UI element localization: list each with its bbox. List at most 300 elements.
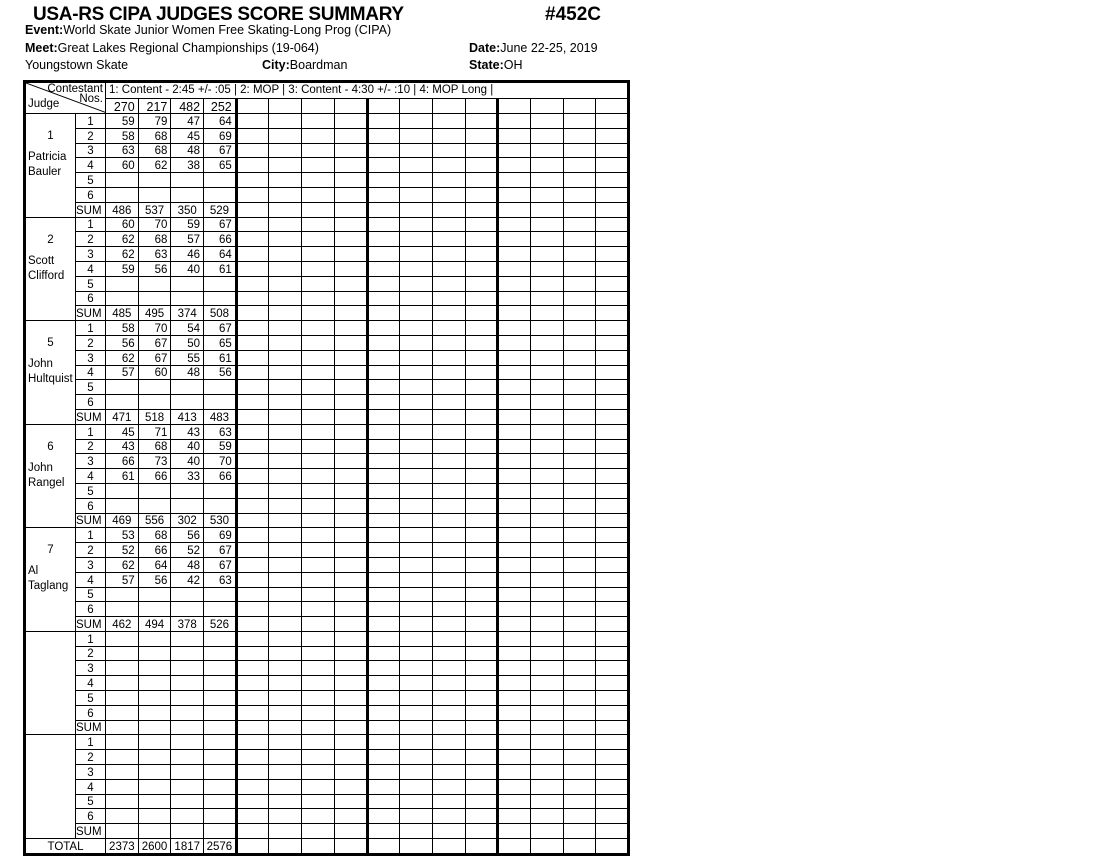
sum-cell [563, 306, 596, 321]
sum-cell [432, 409, 465, 424]
score-cell: 61 [204, 261, 237, 276]
score-cell [269, 631, 302, 646]
score-cell [498, 114, 531, 129]
score-cell: 56 [138, 572, 171, 587]
score-cell [367, 424, 400, 439]
score-cell [236, 173, 269, 188]
score-cell [106, 173, 139, 188]
score-cell [596, 602, 629, 617]
score-cell [171, 646, 204, 661]
sum-cell [204, 720, 237, 735]
score-cell [269, 691, 302, 706]
row-label: 2 [76, 335, 106, 350]
sum-cell [596, 202, 629, 217]
score-cell [367, 483, 400, 498]
score-cell [236, 691, 269, 706]
score-cell [236, 543, 269, 558]
score-cell [204, 187, 237, 202]
contestant-number [432, 98, 465, 113]
sum-cell [498, 306, 531, 321]
score-cell [334, 335, 367, 350]
score-cell [465, 794, 498, 809]
score-cell [400, 276, 433, 291]
score-cell [432, 779, 465, 794]
score-cell [302, 676, 335, 691]
score-cell [334, 173, 367, 188]
score-cell [563, 765, 596, 780]
score-row [25, 557, 629, 572]
score-cell [367, 158, 400, 173]
score-cell [269, 187, 302, 202]
score-cell: 69 [204, 128, 237, 143]
sum-cell: 495 [138, 306, 171, 321]
score-cell [302, 765, 335, 780]
score-cell [563, 247, 596, 262]
score-cell [269, 735, 302, 750]
score-cell [269, 439, 302, 454]
total-cell [465, 839, 498, 855]
sum-cell [236, 617, 269, 632]
score-cell: 52 [106, 543, 139, 558]
sum-cell [269, 824, 302, 839]
score-row [25, 543, 629, 558]
score-cell [334, 321, 367, 336]
sum-cell [400, 306, 433, 321]
score-cell [269, 114, 302, 129]
row-label: 6 [76, 395, 106, 410]
score-cell: 56 [204, 365, 237, 380]
score-cell [334, 143, 367, 158]
row-label: 6 [76, 498, 106, 513]
score-row [25, 809, 629, 824]
row-label: 2 [76, 439, 106, 454]
score-cell [171, 661, 204, 676]
score-cell [530, 291, 563, 306]
score-cell [400, 794, 433, 809]
score-row [25, 380, 629, 395]
score-cell [334, 247, 367, 262]
score-cell [236, 646, 269, 661]
contestant-number [563, 98, 596, 113]
score-cell [269, 143, 302, 158]
score-cell: 67 [204, 143, 237, 158]
score-cell [236, 365, 269, 380]
score-cell [432, 128, 465, 143]
contestant-number [596, 98, 629, 113]
form-code: #452C [545, 4, 601, 25]
score-cell [171, 173, 204, 188]
score-cell [530, 469, 563, 484]
row-label: SUM [76, 513, 106, 528]
score-cell [400, 395, 433, 410]
score-cell [498, 158, 531, 173]
score-cell [106, 631, 139, 646]
score-cell [302, 128, 335, 143]
score-cell [563, 350, 596, 365]
score-cell [302, 587, 335, 602]
score-cell [498, 779, 531, 794]
score-cell [465, 365, 498, 380]
score-cell: 56 [138, 261, 171, 276]
score-cell [138, 676, 171, 691]
score-cell [236, 661, 269, 676]
score-cell [400, 735, 433, 750]
score-cell [563, 528, 596, 543]
score-cell [563, 691, 596, 706]
sum-cell [269, 720, 302, 735]
score-cell [563, 158, 596, 173]
score-cell [367, 454, 400, 469]
score-cell: 70 [204, 454, 237, 469]
score-cell: 59 [106, 261, 139, 276]
sum-cell [334, 409, 367, 424]
score-cell [530, 143, 563, 158]
row-label: 5 [76, 691, 106, 706]
score-cell: 66 [204, 469, 237, 484]
score-cell [302, 173, 335, 188]
score-cell [400, 335, 433, 350]
score-cell [465, 572, 498, 587]
score-cell [563, 779, 596, 794]
row-label: SUM [76, 720, 106, 735]
sum-cell: 462 [106, 617, 139, 632]
score-cell [400, 114, 433, 129]
score-cell [236, 454, 269, 469]
sum-cell [204, 824, 237, 839]
score-cell [171, 380, 204, 395]
sum-cell [236, 409, 269, 424]
score-cell [432, 276, 465, 291]
score-cell [236, 128, 269, 143]
sum-cell [596, 720, 629, 735]
judge-name: Patricia Bauler [28, 151, 67, 178]
score-cell [563, 602, 596, 617]
score-cell: 48 [171, 143, 204, 158]
sum-cell [236, 202, 269, 217]
score-cell [171, 498, 204, 513]
score-cell: 33 [171, 469, 204, 484]
sum-row [25, 824, 629, 839]
contestant-number: 482 [171, 98, 204, 113]
score-cell [400, 779, 433, 794]
score-row [25, 291, 629, 306]
score-cell [106, 646, 139, 661]
score-cell [171, 676, 204, 691]
sum-cell: 486 [106, 202, 139, 217]
score-cell [432, 646, 465, 661]
sum-cell [498, 202, 531, 217]
score-cell [204, 691, 237, 706]
score-cell [171, 291, 204, 306]
score-cell [106, 587, 139, 602]
sum-cell [302, 409, 335, 424]
sum-row [25, 513, 629, 528]
score-cell [596, 750, 629, 765]
score-cell [204, 498, 237, 513]
score-cell [400, 587, 433, 602]
score-cell [563, 631, 596, 646]
score-row [25, 631, 629, 646]
score-cell [530, 335, 563, 350]
score-cell [563, 735, 596, 750]
score-cell [498, 276, 531, 291]
score-cell [432, 247, 465, 262]
judge-label: Judge [28, 98, 60, 110]
score-cell [302, 350, 335, 365]
score-cell [563, 439, 596, 454]
score-row [25, 247, 629, 262]
score-cell [236, 483, 269, 498]
score-cell [465, 350, 498, 365]
score-cell [563, 454, 596, 469]
score-cell: 60 [138, 365, 171, 380]
score-cell [367, 291, 400, 306]
score-cell [334, 454, 367, 469]
score-cell [563, 276, 596, 291]
sum-cell: 350 [171, 202, 204, 217]
sum-cell [269, 202, 302, 217]
total-cell [596, 839, 629, 855]
score-cell [432, 454, 465, 469]
contestant-number [236, 98, 269, 113]
score-cell [400, 158, 433, 173]
score-cell [465, 602, 498, 617]
score-cell [302, 469, 335, 484]
score-cell [269, 794, 302, 809]
sum-cell [236, 513, 269, 528]
score-cell [432, 602, 465, 617]
score-cell [465, 528, 498, 543]
sum-row [25, 720, 629, 735]
sum-cell [400, 824, 433, 839]
row-label: 3 [76, 143, 106, 158]
score-cell [400, 498, 433, 513]
score-cell: 60 [106, 217, 139, 232]
score-cell: 66 [138, 469, 171, 484]
score-cell [106, 750, 139, 765]
score-cell [236, 143, 269, 158]
score-cell [269, 750, 302, 765]
score-row [25, 587, 629, 602]
score-cell [530, 276, 563, 291]
sum-cell [596, 409, 629, 424]
total-cell [530, 839, 563, 855]
score-cell [530, 187, 563, 202]
score-cell: 66 [138, 543, 171, 558]
row-label: 5 [76, 276, 106, 291]
sum-cell [334, 306, 367, 321]
score-cell [204, 587, 237, 602]
score-cell [530, 750, 563, 765]
sum-cell: 302 [171, 513, 204, 528]
score-cell [269, 469, 302, 484]
score-cell [530, 158, 563, 173]
sum-cell [367, 720, 400, 735]
score-cell [596, 631, 629, 646]
score-cell [302, 794, 335, 809]
sum-cell [530, 306, 563, 321]
score-cell [563, 809, 596, 824]
sum-cell [465, 824, 498, 839]
score-cell [432, 291, 465, 306]
score-cell [465, 498, 498, 513]
row-label: 1 [76, 321, 106, 336]
row-label: 3 [76, 454, 106, 469]
sum-cell [236, 824, 269, 839]
score-cell [465, 661, 498, 676]
score-cell [138, 291, 171, 306]
score-cell [498, 735, 531, 750]
score-cell [302, 158, 335, 173]
criteria-legend: 1: Content - 2:45 +/- :05 | 2: MOP | 3: Content - 4:30 +/- :10 | 4: MOP Long | [106, 82, 629, 99]
score-cell [400, 631, 433, 646]
event-label: Event: [25, 23, 64, 37]
score-cell [530, 809, 563, 824]
score-cell [334, 543, 367, 558]
score-cell [498, 661, 531, 676]
score-cell [530, 424, 563, 439]
sum-cell: 530 [204, 513, 237, 528]
score-cell: 48 [171, 557, 204, 572]
score-cell [204, 395, 237, 410]
contestant-numbers-row [25, 98, 629, 113]
score-cell [204, 794, 237, 809]
score-cell [236, 779, 269, 794]
sum-cell [334, 202, 367, 217]
score-cell [334, 587, 367, 602]
meet-value: Great Lakes Regional Championships (19-064) [57, 41, 319, 55]
score-cell: 61 [106, 469, 139, 484]
score-cell [530, 528, 563, 543]
score-cell [334, 469, 367, 484]
score-cell [498, 528, 531, 543]
score-cell [530, 261, 563, 276]
score-cell [530, 735, 563, 750]
score-cell [563, 646, 596, 661]
score-cell [236, 217, 269, 232]
judge-number: 1 [47, 130, 54, 142]
score-cell: 68 [138, 439, 171, 454]
sum-cell [334, 824, 367, 839]
score-cell: 53 [106, 528, 139, 543]
judge-name: Scott Clifford [28, 254, 65, 282]
score-cell [106, 498, 139, 513]
sum-cell [138, 720, 171, 735]
score-cell [269, 128, 302, 143]
score-cell [432, 380, 465, 395]
score-cell [106, 765, 139, 780]
score-row [25, 365, 629, 380]
score-cell: 67 [138, 335, 171, 350]
score-cell [400, 543, 433, 558]
judge-cell [25, 735, 76, 839]
score-cell [596, 779, 629, 794]
date-label: Date: [469, 41, 501, 55]
score-cell [465, 735, 498, 750]
score-cell [367, 602, 400, 617]
score-cell [334, 380, 367, 395]
score-cell [498, 335, 531, 350]
row-label: 4 [76, 261, 106, 276]
score-cell [334, 395, 367, 410]
score-cell [106, 602, 139, 617]
score-cell [367, 469, 400, 484]
score-cell [596, 498, 629, 513]
score-cell [236, 557, 269, 572]
score-cell [236, 587, 269, 602]
sum-cell: 374 [171, 306, 204, 321]
score-cell [236, 395, 269, 410]
score-cell [106, 291, 139, 306]
score-cell [530, 247, 563, 262]
score-cell [465, 187, 498, 202]
score-cell [171, 809, 204, 824]
score-cell [334, 631, 367, 646]
score-cell [236, 261, 269, 276]
judge-name: Al Taglang [28, 565, 69, 593]
total-cell: 2600 [138, 839, 171, 855]
score-cell [236, 291, 269, 306]
state-label: State: [469, 58, 504, 72]
score-cell [138, 276, 171, 291]
score-cell [302, 735, 335, 750]
score-cell [530, 128, 563, 143]
sum-row [25, 202, 629, 217]
score-cell [596, 705, 629, 720]
score-cell [171, 395, 204, 410]
score-cell [171, 631, 204, 646]
score-cell [400, 217, 433, 232]
score-cell [432, 424, 465, 439]
score-cell [432, 350, 465, 365]
score-cell [269, 483, 302, 498]
score-cell [367, 187, 400, 202]
sum-cell [465, 617, 498, 632]
score-cell [204, 276, 237, 291]
score-cell [400, 809, 433, 824]
sum-cell [367, 824, 400, 839]
score-cell [563, 380, 596, 395]
score-cell: 61 [204, 350, 237, 365]
score-cell [530, 557, 563, 572]
score-cell [367, 439, 400, 454]
sum-cell [563, 617, 596, 632]
score-cell [302, 291, 335, 306]
score-cell [563, 794, 596, 809]
score-cell [465, 765, 498, 780]
score-cell [171, 602, 204, 617]
score-cell: 64 [204, 247, 237, 262]
score-cell [465, 750, 498, 765]
score-cell [400, 572, 433, 587]
total-cell [432, 839, 465, 855]
score-cell [596, 350, 629, 365]
sum-cell: 526 [204, 617, 237, 632]
sum-cell [530, 824, 563, 839]
score-cell [498, 454, 531, 469]
score-cell [269, 158, 302, 173]
score-cell [498, 631, 531, 646]
score-cell [106, 705, 139, 720]
score-cell [596, 528, 629, 543]
score-cell [171, 691, 204, 706]
sum-cell [596, 513, 629, 528]
score-cell [465, 173, 498, 188]
score-cell [269, 291, 302, 306]
score-cell [596, 794, 629, 809]
score-cell [400, 528, 433, 543]
score-cell [465, 232, 498, 247]
